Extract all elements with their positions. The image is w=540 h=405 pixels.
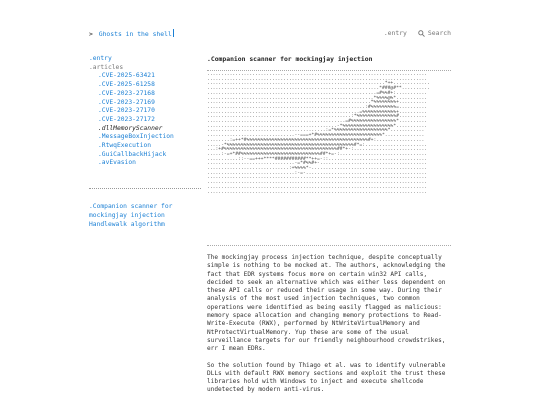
article-link[interactable]: .MessageBoxInjection xyxy=(98,133,174,141)
sidebar xyxy=(89,55,201,229)
nav-entry-link[interactable]: .entry xyxy=(383,29,407,37)
article-title: .Companion scanner for mockingjay injection xyxy=(207,55,373,63)
ascii-art-bird-drawing: .............................................................................. .............................................................................. ...............................................................*++............. .............................................................*###@#**.......... ............................................................=#%%#+:........... ...........................................................*%%%%@%*........... ..........................................................*%%%%%%%%+.......... ........................................................:#%%%%%%%%%=.......... ......................................................=%%%%%%%%%%%%+.......... ...................................................:*%%%%%%%%%%%%%%#.......... .................................................=#%%%%%%%%%%%%%%%%*.......... ..............................................-*%%%%%%%%%%%%%%%%%%*........... ..........................................:=*%%%%%%%%%%%%%%%%%%%*............ ...............................--===+*#%%%%%%%%%%%%%%%%%%%%%%%*.............. ........:=++*#%%%%%%%%%%%%%%%%%%%%%%%%%%%%%%%%%%%%%%%%%%%#+:................. .....-*%%%%%%%%%%%%%%%%%%%%%%%%%%%%%%%%%%%%%%%%%%%%%#*=:...................... ...:+#%%%%%%%%%%%%%%%%%%%%%%%%%%%%%%%%%%%%%%%%##*+-:.......................... .....:-=+*##%%%%%%%%%%%%%%%%%%%%%%%%%%%%##*+=-:............................... ...........::--==+++****###########**++=-::................................... ...............................-=*#%%#+-...................................... .............................:+%%%%*-......................................... ...............................:-=-........................................... .............................................................................. .............................................................................. .............................................................................. .............................................................................. xyxy=(207,73,430,195)
article-link[interactable]: .RtwqExecution xyxy=(98,142,152,150)
ascii-art-bird xyxy=(207,70,451,246)
article xyxy=(207,55,451,395)
toc-link[interactable]: .Companion scanner for xyxy=(89,203,173,211)
article-paragraph: So the solution found by Thiago et al. was to identify vulnerable DLLs with default RWX memory sections and exploit the trust these libraries hold with Windows to inject and execute shellcode undetected by modern anti-virus. xyxy=(207,361,446,394)
search-label: Search xyxy=(427,29,451,37)
search-icon xyxy=(418,30,425,37)
search-button[interactable] xyxy=(418,29,451,37)
article-link[interactable]: .CVE-2023-27168 xyxy=(98,89,155,97)
sidebar-entry-link[interactable]: .entry xyxy=(89,55,112,62)
sidebar-articles-heading: .articles xyxy=(89,63,124,71)
article-list xyxy=(89,72,201,168)
article-link-active[interactable]: .dllMemoryScanner xyxy=(98,124,163,132)
toc-link[interactable]: mockingjay injection xyxy=(89,211,165,219)
toc-link[interactable]: Handlewalk algorithm xyxy=(89,220,165,228)
cursor-icon xyxy=(173,29,174,37)
article-link[interactable]: .CVE-2023-27169 xyxy=(98,98,155,106)
sidebar-divider xyxy=(89,188,201,189)
article-link[interactable]: .GuiCallbackHijack xyxy=(98,150,167,158)
site-brand[interactable] xyxy=(89,29,174,38)
prompt-caret: > xyxy=(89,30,93,38)
article-link[interactable]: .CVE-2023-27170 xyxy=(98,107,155,115)
site-name[interactable]: Ghosts in the shell xyxy=(98,30,172,38)
top-nav xyxy=(384,29,451,37)
article-link[interactable]: .CVE-2023-27172 xyxy=(98,115,155,123)
article-paragraph: The mockingjay process injection technique, despite conceptually simple is nothing to be mocked at. The authors, acknowledging the fact that EDR systems focus more on certain win32 API calls, decided to seek an alternative which was either less dependent on these API calls or reduced their usage in some way. During their analysis of the most used injection techniques, two common operations were identified as being easily flagged as malicious: memory space allocation and changing memory protections to Read-Write-Execute (RWX), performed by NtWriteVirtualMemory and NtProtectVirtualMemory. Yup these are some of the usual surveillance targets for our friendly neighbourhood crowdstrikes, err I mean EDRs. xyxy=(207,254,446,353)
article-link[interactable]: .CVE-2025-63421 xyxy=(98,72,155,80)
article-link[interactable]: .CVE-2025-61258 xyxy=(98,81,155,89)
table-of-contents xyxy=(89,203,201,229)
article-link[interactable]: .avEvasion xyxy=(98,159,136,167)
